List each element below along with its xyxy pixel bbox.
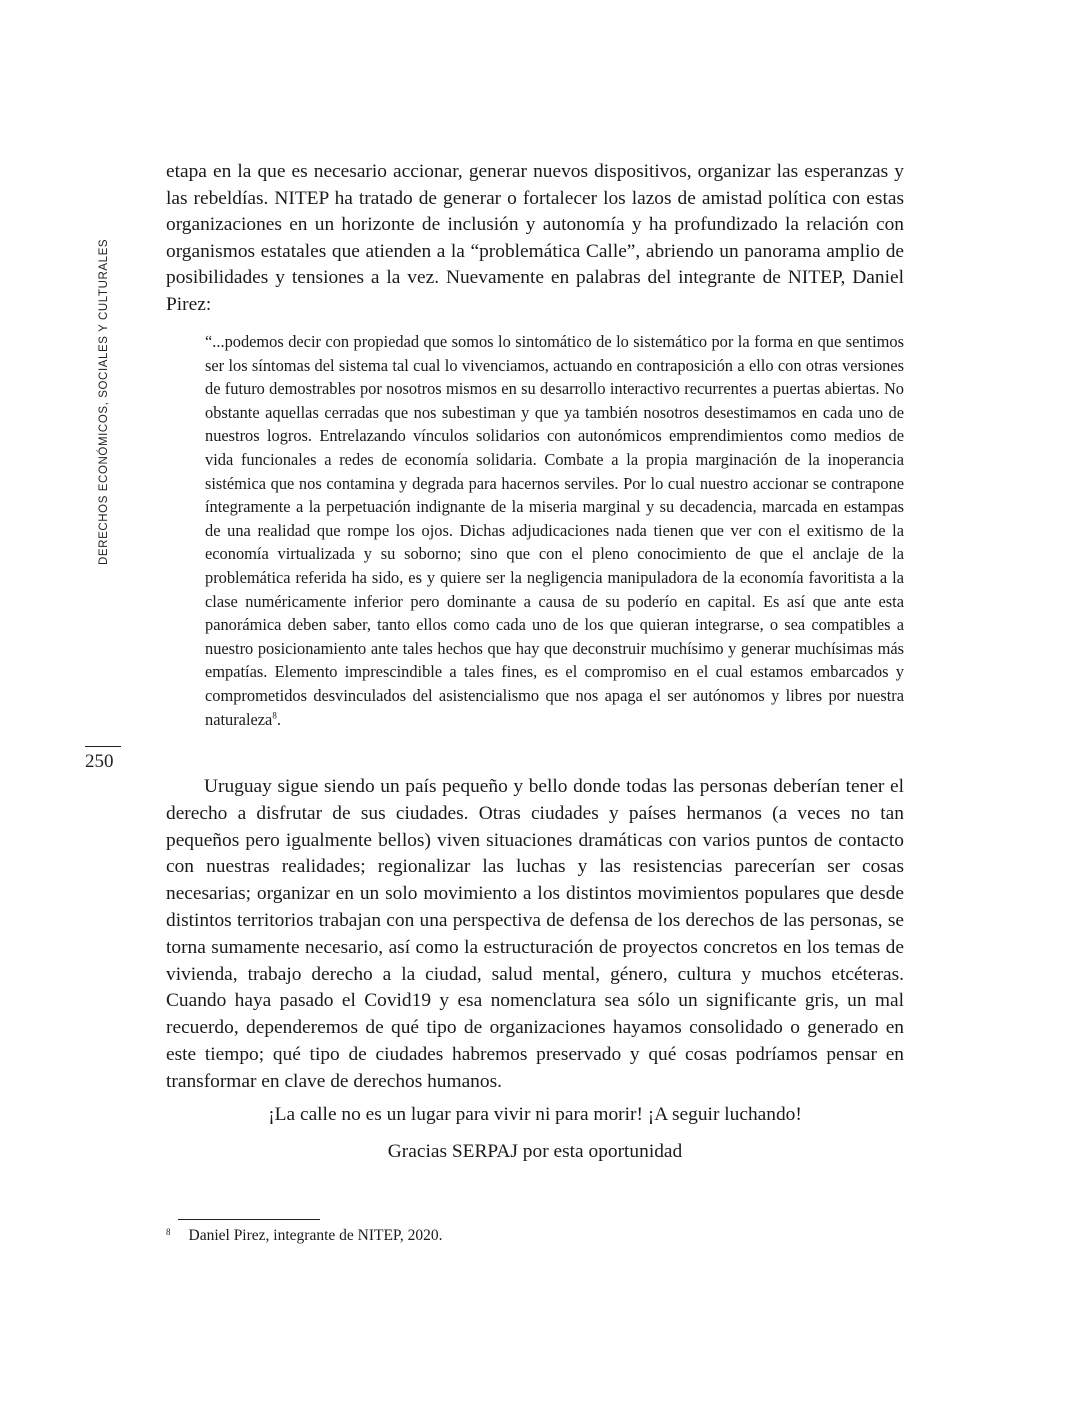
footnote-rule (178, 1219, 320, 1220)
paragraph-2: Uruguay sigue siendo un país pequeño y bello donde todas las personas deberían tener el derecho a disfrutar de sus ciudades. Otras ciudades y países hermanos (a veces no tan pequeños pero igualmente bellos) viven situaciones dramáticas con varios puntos de contacto con nuestras realidades; regionalizar las luchas y las resistencias parecerían ser cosas necesarias; organizar en un solo movimiento a los distintos movimientos populares que desde distintos territorios trabajan con una perspectiva de defensa de los derechos de las personas, se torna sumamente necesario, así como la estructuración de proyectos concretos en los temas de vivienda, trabajo derecho a la ciudad, salud mental, género, cultura y muchos etcéteras. Cuando haya pasado el Covid19 y esa nomenclatura sea sólo un significante gris, un mal recuerdo, dependeremos de qué tipo de organizaciones hayamos consolidado o generado en este tiempo; qué tipo de ciudades habremos preservado y qué cosas podríamos pensar en transformar en clave de derechos humanos. (166, 776, 904, 1092)
footnote (166, 1227, 866, 1245)
footnote-text: Daniel Pirez, integrante de NITEP, 2020. (188, 1227, 443, 1244)
block-quote (205, 330, 904, 731)
body-text (166, 159, 904, 318)
closing-line-1: ¡La calle no es un lugar para vivir ni para morir! ¡A seguir luchando! (268, 1104, 802, 1125)
running-head: DERECHOS ECONÓMICOS, SOCIALES Y CULTURALES (98, 238, 110, 565)
closing-line-2: Gracias SERPAJ por esta oportunidad (387, 1141, 683, 1162)
footnote-number: 8 (166, 1227, 171, 1237)
footnote-reference[interactable]: 8 (272, 710, 277, 721)
paragraph-1: etapa en la que es necesario accionar, generar nuevos dispositivos, organizar las esperanzas y las rebeldías. NITEP ha tratado de generar o fortalecer los lazos de amistad política con estas organizaciones en un horizonte de inclusión y autonomía y ha profundizado la relación con organismos estatales que atienden a la “problemática Calle”, abriendo un panorama amplio de posibilidades y tensiones a la vez. Nuevamente en palabras del integrante de NITEP, Daniel Pirez: (166, 161, 904, 315)
page-number-rule (85, 746, 121, 747)
quote-end: . (276, 709, 281, 729)
quote-text: “...podemos decir con propiedad que somos lo sintomático de lo sistemático por la forma en que sentimos ser los síntomas del sistema tal cual lo vivenciamos, actuando en contraposición a ello con otras versiones de futuro demostrables por nosotros mismos en su desarrollo interactivo recurrentes a puertas abiertas. No obstante aquellas cerradas que nos subestiman y que ya también nosotros desestimamos en cada uno de nuestros logros. Entrelazando vínculos solidarios con autonómicos emprendimientos como medios de vida funcionales a redes de economía solidaria. Combate a la propia marginación de la inoperancia sistémica que nos contamina y degrada para hacernos serviles. Por lo cual nuestro accionar se contrapone íntegramente a la perpetuación indignante de la miseria marginal y su decadencia, marcada en estampas de una realidad que rompe los ojos. Dichas adjudicaciones nada tienen que ver con el exitismo de la economía virtualizada y su soborno; sino que con el pleno conocimiento de que el anclaje de la problemática referida ha sido, es y quiere ser la negligencia manipuladora de la economía favoritista a la clase numéricamente inferior pero dominante a causa de su poderío en capital. Es así que ante esta panorámica deben saber, tanto ellos como cada uno de los que quieran integrarse, o sea compatibles a nuestro posicionamiento ante tales hechos que hay que deconstruir muchísimo y generar muchísimas más empatías. Elemento imprescindible a tales fines, es el compromiso en el cual estamos embarcados y comprometidos desvinculados del asistencialismo que nos apaga el ser autónomos y libres por nuestra naturaleza (205, 332, 904, 729)
page-number: 250 (85, 751, 114, 772)
